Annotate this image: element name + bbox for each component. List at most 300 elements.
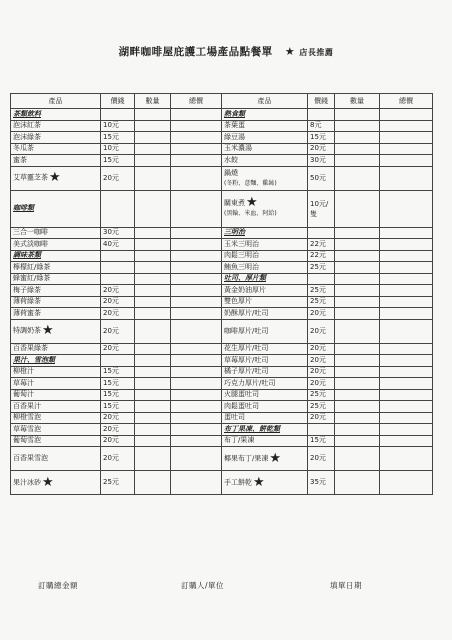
- product-name-cell: [222, 308, 308, 320]
- header-product-left: 產品: [11, 94, 101, 109]
- total-cell[interactable]: [380, 166, 433, 190]
- header-price-left: 價錢: [101, 94, 135, 109]
- product-name: 鮪魚三明治: [224, 262, 259, 271]
- table-row: [11, 366, 433, 378]
- product-name-cell: [11, 355, 101, 367]
- total-cell[interactable]: [171, 343, 222, 355]
- product-name: 艾草靈芝茶: [13, 173, 48, 182]
- product-name-cell: [222, 166, 308, 190]
- product-name: 草莓雪泡: [13, 424, 41, 433]
- price-cell: 10元: [101, 143, 135, 155]
- total-cell[interactable]: [171, 250, 222, 262]
- price-cell: [101, 109, 135, 121]
- product-name: 雙色厚片: [224, 297, 252, 306]
- total-cell[interactable]: [380, 378, 433, 390]
- price-cell: 20元: [101, 319, 135, 343]
- header-total-left: 總價: [171, 94, 222, 109]
- price-cell: [308, 273, 335, 285]
- product-name: 玉米濃湯: [224, 144, 252, 153]
- total-cell[interactable]: [171, 190, 222, 227]
- total-cell[interactable]: [380, 355, 433, 367]
- product-name-cell: [222, 389, 308, 401]
- price-cell: [101, 190, 135, 227]
- recommend-star-icon: ★: [253, 474, 265, 490]
- total-cell[interactable]: [171, 412, 222, 424]
- price-cell: 25元: [308, 285, 335, 297]
- title-text: 湖畔咖啡屋庇護工場產品點餐單: [118, 46, 273, 58]
- product-name-cell: [222, 120, 308, 132]
- product-name: 肉鬆蛋吐司: [224, 401, 259, 410]
- quantity-cell[interactable]: [335, 355, 380, 367]
- total-cell[interactable]: [171, 262, 222, 274]
- price-cell: 15元: [101, 155, 135, 167]
- header-product-right: 產品: [222, 94, 308, 109]
- total-cell[interactable]: [380, 366, 433, 378]
- total-cell[interactable]: [380, 389, 433, 401]
- table-row: [11, 343, 433, 355]
- total-cell[interactable]: [380, 424, 433, 436]
- quantity-cell[interactable]: [335, 132, 380, 144]
- header-row: [11, 94, 433, 109]
- price-cell: [101, 273, 135, 285]
- total-cell[interactable]: [171, 120, 222, 132]
- price-cell: 20元: [101, 435, 135, 447]
- recommend-star-icon: ★: [42, 474, 54, 490]
- price-cell: [101, 355, 135, 367]
- quantity-cell[interactable]: [335, 412, 380, 424]
- category-label: 果汁、雪泡類: [13, 355, 55, 364]
- total-cell[interactable]: [380, 285, 433, 297]
- product-name-cell: [222, 435, 308, 447]
- product-name-cell: [11, 435, 101, 447]
- total-cell[interactable]: [171, 109, 222, 121]
- product-name-cell: [222, 273, 308, 285]
- product-name: 關東煮: [224, 199, 245, 207]
- product-name-cell: [11, 401, 101, 413]
- quantity-cell[interactable]: [135, 401, 171, 413]
- product-name: 椰果布丁/果凍: [224, 454, 269, 463]
- table-row: [11, 109, 433, 121]
- table-row: [11, 401, 433, 413]
- price-cell: 20元: [101, 343, 135, 355]
- product-name-cell: [11, 424, 101, 436]
- quantity-cell[interactable]: [135, 132, 171, 144]
- total-cell[interactable]: [380, 239, 433, 251]
- product-name-cell: [11, 262, 101, 274]
- product-name: 巧克力厚片/吐司: [224, 378, 276, 387]
- category-label: 熱食類: [224, 109, 245, 118]
- product-name: 草莓厚片/吐司: [224, 355, 269, 364]
- quantity-cell[interactable]: [335, 319, 380, 343]
- quantity-cell[interactable]: [135, 109, 171, 121]
- price-cell: 20元: [308, 412, 335, 424]
- recommend-star-icon: ★: [42, 323, 54, 339]
- product-name: 冬瓜茶: [13, 144, 34, 153]
- footer-date-label: 填單日期: [330, 581, 362, 590]
- quantity-cell[interactable]: [335, 143, 380, 155]
- quantity-cell[interactable]: [335, 155, 380, 167]
- quantity-cell[interactable]: [335, 447, 380, 471]
- product-name: 百香果雪泡: [13, 454, 48, 462]
- product-name: 蛋吐司: [224, 413, 245, 422]
- price-cell: 25元: [308, 262, 335, 274]
- price-cell: 35元: [308, 471, 335, 495]
- price-cell: 20元: [101, 412, 135, 424]
- footer-total-label: 訂購總金額: [38, 581, 78, 590]
- price-cell: 20元: [308, 343, 335, 355]
- product-name: 手工餅乾: [224, 478, 252, 487]
- table-row: [11, 435, 433, 447]
- price-cell: 20元: [101, 447, 135, 471]
- price-cell: 20元: [101, 296, 135, 308]
- table-row: [11, 190, 433, 227]
- quantity-cell[interactable]: [135, 378, 171, 390]
- header-total-right: 總價: [380, 94, 433, 109]
- product-options: (黑輪、米血、阿給): [224, 210, 277, 217]
- product-name-cell: [11, 109, 101, 121]
- price-cell: 50元: [308, 166, 335, 190]
- price-cell: 8元: [308, 120, 335, 132]
- product-name: 肉鬆三明治: [224, 251, 259, 260]
- total-cell[interactable]: [171, 239, 222, 251]
- quantity-cell[interactable]: [135, 239, 171, 251]
- quantity-cell[interactable]: [335, 308, 380, 320]
- total-cell[interactable]: [380, 447, 433, 471]
- price-cell: [101, 262, 135, 274]
- total-cell[interactable]: [171, 319, 222, 343]
- category-label: 咖啡類: [13, 204, 34, 212]
- quantity-cell[interactable]: [135, 190, 171, 227]
- table-row: [11, 285, 433, 297]
- quantity-cell[interactable]: [335, 366, 380, 378]
- product-name-cell: [222, 250, 308, 262]
- total-cell[interactable]: [380, 132, 433, 144]
- quantity-cell[interactable]: [135, 319, 171, 343]
- product-name: 果汁冰砂: [13, 478, 41, 487]
- product-name-cell: [11, 166, 101, 190]
- quantity-cell[interactable]: [135, 120, 171, 132]
- price-cell: 20元: [101, 308, 135, 320]
- recommend-star-icon: ★: [49, 170, 61, 186]
- quantity-cell[interactable]: [135, 471, 171, 495]
- total-cell[interactable]: [171, 155, 222, 167]
- product-name-cell: [222, 190, 308, 227]
- price-cell: 15元: [101, 389, 135, 401]
- quantity-cell[interactable]: [335, 296, 380, 308]
- price-cell: 20元: [308, 447, 335, 471]
- product-name-cell: [222, 319, 308, 343]
- table-row: [11, 132, 433, 144]
- table-row: [11, 389, 433, 401]
- category-label: 布丁果凍、餅乾類: [224, 424, 280, 433]
- quantity-cell[interactable]: [335, 378, 380, 390]
- total-cell[interactable]: [171, 366, 222, 378]
- product-name: 柳橙雪泡: [13, 413, 41, 422]
- table-row: [11, 120, 433, 132]
- total-cell[interactable]: [380, 412, 433, 424]
- quantity-cell[interactable]: [335, 435, 380, 447]
- table-row: [11, 262, 433, 274]
- product-name: 泡沫綠茶: [13, 132, 41, 141]
- product-name-cell: [222, 366, 308, 378]
- table-row: [11, 308, 433, 320]
- total-cell[interactable]: [380, 319, 433, 343]
- product-name-cell: [222, 143, 308, 155]
- product-name-cell: [11, 296, 101, 308]
- product-name-cell: [222, 296, 308, 308]
- product-name: 布丁/果凍: [224, 436, 255, 445]
- quantity-cell[interactable]: [135, 435, 171, 447]
- quantity-cell[interactable]: [335, 250, 380, 262]
- product-name: 黃金奶油厚片: [224, 285, 266, 294]
- total-cell[interactable]: [380, 227, 433, 239]
- price-cell: 20元: [101, 285, 135, 297]
- total-cell[interactable]: [171, 435, 222, 447]
- total-cell[interactable]: [171, 308, 222, 320]
- quantity-cell[interactable]: [335, 166, 380, 190]
- product-name-cell: [11, 143, 101, 155]
- table-row: [11, 319, 433, 343]
- product-name-cell: [11, 227, 101, 239]
- header-price-right: 價錢: [308, 94, 335, 109]
- total-cell[interactable]: [380, 471, 433, 495]
- table-row: [11, 143, 433, 155]
- product-name: 泡沫紅茶: [13, 121, 41, 130]
- price-cell: 22元: [308, 239, 335, 251]
- product-name-cell: [222, 378, 308, 390]
- product-name-cell: [222, 447, 308, 471]
- table-row: [11, 227, 433, 239]
- total-cell[interactable]: [380, 296, 433, 308]
- price-cell: 25元: [101, 471, 135, 495]
- product-options: (冬粉、意麵、雞絲): [224, 179, 277, 187]
- product-name: 特調奶茶: [13, 326, 41, 335]
- price-cell: [308, 109, 335, 121]
- price-cell: 30元: [101, 227, 135, 239]
- table-row: [11, 239, 433, 251]
- total-cell[interactable]: [380, 190, 433, 227]
- quantity-cell[interactable]: [135, 308, 171, 320]
- table-row: [11, 471, 433, 495]
- price-cell: 15元: [101, 401, 135, 413]
- price-cell: [308, 424, 335, 436]
- quantity-cell[interactable]: [335, 273, 380, 285]
- total-cell[interactable]: [380, 435, 433, 447]
- product-name-cell: [11, 366, 101, 378]
- price-cell: 15元: [308, 435, 335, 447]
- product-name-cell: [11, 412, 101, 424]
- footer-buyer-label: 訂購人/單位: [181, 581, 225, 590]
- quantity-cell[interactable]: [135, 143, 171, 155]
- total-cell[interactable]: [171, 227, 222, 239]
- quantity-cell[interactable]: [335, 239, 380, 251]
- product-name: 葡萄汁: [13, 390, 34, 399]
- price-cell: 20元: [308, 366, 335, 378]
- product-name: 美式淡咖啡: [13, 239, 48, 248]
- total-cell[interactable]: [380, 343, 433, 355]
- total-cell[interactable]: [380, 262, 433, 274]
- quantity-cell[interactable]: [135, 447, 171, 471]
- product-name: 柳橙汁: [13, 367, 34, 376]
- quantity-cell[interactable]: [335, 190, 380, 227]
- total-cell[interactable]: [380, 109, 433, 121]
- total-cell[interactable]: [380, 155, 433, 167]
- product-name-cell: [11, 447, 101, 471]
- quantity-cell[interactable]: [135, 166, 171, 190]
- quantity-cell[interactable]: [135, 412, 171, 424]
- total-cell[interactable]: [171, 132, 222, 144]
- price-cell: 25元: [308, 401, 335, 413]
- product-name: 綠豆湯: [224, 132, 245, 141]
- price-cell: 20元: [308, 355, 335, 367]
- price-cell: 22元: [308, 250, 335, 262]
- category-label: 茶類飲料: [13, 109, 41, 118]
- product-name-cell: [11, 308, 101, 320]
- total-cell[interactable]: [171, 401, 222, 413]
- product-name-cell: [11, 285, 101, 297]
- product-name-cell: [222, 343, 308, 355]
- price-cell: 10元/隻: [308, 190, 335, 227]
- quantity-cell[interactable]: [335, 424, 380, 436]
- quantity-cell[interactable]: [135, 285, 171, 297]
- quantity-cell[interactable]: [135, 296, 171, 308]
- total-cell[interactable]: [171, 447, 222, 471]
- quantity-cell[interactable]: [135, 273, 171, 285]
- product-name: 茶葉蛋: [224, 121, 245, 130]
- quantity-cell[interactable]: [335, 471, 380, 495]
- quantity-cell[interactable]: [135, 250, 171, 262]
- total-cell[interactable]: [171, 355, 222, 367]
- product-name-cell: [11, 273, 101, 285]
- quantity-cell[interactable]: [335, 109, 380, 121]
- product-name-cell: [11, 155, 101, 167]
- price-cell: 40元: [101, 239, 135, 251]
- price-cell: 20元: [308, 308, 335, 320]
- total-cell[interactable]: [380, 401, 433, 413]
- product-name-cell: [11, 120, 101, 132]
- table-row: [11, 296, 433, 308]
- price-cell: 20元: [308, 143, 335, 155]
- total-cell[interactable]: [380, 120, 433, 132]
- product-name: 葡萄雪泡: [13, 436, 41, 445]
- quantity-cell[interactable]: [135, 227, 171, 239]
- price-cell: 15元: [308, 132, 335, 144]
- product-name-cell: [11, 389, 101, 401]
- table-row: [11, 166, 433, 190]
- product-name: 薄荷蜜茶: [13, 308, 41, 317]
- total-cell[interactable]: [171, 166, 222, 190]
- quantity-cell[interactable]: [135, 155, 171, 167]
- quantity-cell[interactable]: [335, 343, 380, 355]
- total-cell[interactable]: [171, 143, 222, 155]
- product-name: 橘子厚片/吐司: [224, 367, 269, 376]
- quantity-cell[interactable]: [135, 355, 171, 367]
- product-name-cell: [11, 250, 101, 262]
- total-cell[interactable]: [171, 424, 222, 436]
- price-cell: 30元: [308, 155, 335, 167]
- total-cell[interactable]: [171, 389, 222, 401]
- product-name-cell: [222, 412, 308, 424]
- total-cell[interactable]: [171, 285, 222, 297]
- product-name-cell: [222, 355, 308, 367]
- quantity-cell[interactable]: [135, 343, 171, 355]
- category-label: 吐司、厚片類: [224, 274, 266, 283]
- price-cell: 25元: [308, 389, 335, 401]
- quantity-cell[interactable]: [135, 424, 171, 436]
- product-name-cell: [222, 132, 308, 144]
- quantity-cell[interactable]: [335, 262, 380, 274]
- product-name: 檸檬紅/綠茶: [13, 262, 51, 271]
- total-cell[interactable]: [380, 143, 433, 155]
- table-row: [11, 155, 433, 167]
- table-row: [11, 424, 433, 436]
- product-name-cell: [11, 132, 101, 144]
- product-name: 玉米三明治: [224, 239, 259, 248]
- product-name: 水餃: [224, 155, 238, 164]
- price-cell: 15元: [101, 366, 135, 378]
- product-name-cell: [11, 343, 101, 355]
- price-cell: [308, 227, 335, 239]
- product-name-cell: [222, 471, 308, 495]
- product-name: 草莓汁: [13, 378, 34, 387]
- product-name-cell: [222, 155, 308, 167]
- table-row: [11, 447, 433, 471]
- product-name: 蜜茶: [13, 155, 27, 164]
- product-name-cell: [222, 262, 308, 274]
- recommend-star-icon: ★: [269, 450, 282, 466]
- quantity-cell[interactable]: [335, 401, 380, 413]
- star-icon: ★: [284, 45, 296, 58]
- quantity-cell[interactable]: [135, 366, 171, 378]
- product-name: 梅子綠茶: [13, 285, 41, 294]
- price-cell: [101, 250, 135, 262]
- total-cell[interactable]: [171, 296, 222, 308]
- quantity-cell[interactable]: [335, 389, 380, 401]
- quantity-cell[interactable]: [335, 227, 380, 239]
- header-qty-right: 數量: [335, 94, 380, 109]
- price-cell: 20元: [101, 424, 135, 436]
- quantity-cell[interactable]: [335, 120, 380, 132]
- table-row: [11, 273, 433, 285]
- total-cell[interactable]: [171, 378, 222, 390]
- product-name-cell: [11, 378, 101, 390]
- product-name-cell: [222, 401, 308, 413]
- total-cell[interactable]: [380, 250, 433, 262]
- product-name-cell: [11, 190, 101, 227]
- total-cell[interactable]: [380, 273, 433, 285]
- product-name-cell: [222, 109, 308, 121]
- product-name-cell: [11, 319, 101, 343]
- category-label: 調味茶類: [13, 251, 41, 260]
- total-cell[interactable]: [380, 308, 433, 320]
- header-qty-left: 數量: [135, 94, 171, 109]
- product-name: 火腿蛋吐司: [224, 390, 259, 399]
- total-cell[interactable]: [171, 471, 222, 495]
- product-name: 鍋燒: [224, 168, 238, 177]
- table-row: [11, 378, 433, 390]
- product-name-cell: [222, 285, 308, 297]
- page-title: [0, 44, 452, 59]
- quantity-cell[interactable]: [335, 285, 380, 297]
- total-cell[interactable]: [171, 273, 222, 285]
- price-cell: 15元: [101, 378, 135, 390]
- product-name-cell: [222, 424, 308, 436]
- product-name-cell: [222, 227, 308, 239]
- quantity-cell[interactable]: [135, 262, 171, 274]
- price-cell: 20元: [308, 319, 335, 343]
- product-name: 三合一咖啡: [13, 228, 48, 237]
- quantity-cell[interactable]: [135, 389, 171, 401]
